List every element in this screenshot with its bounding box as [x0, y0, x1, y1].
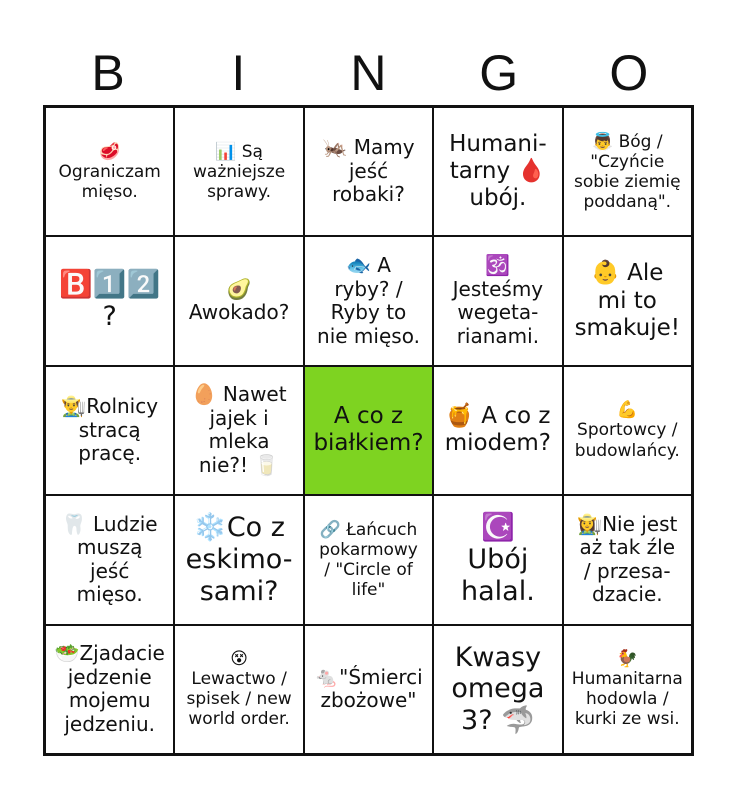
bingo-cell-r3-c5[interactable]: 💪 Sportowcy / budowlańcy. — [563, 366, 692, 495]
bingo-cell-r4-c1[interactable]: 🦷 Ludzie muszą jeść mięso. — [45, 495, 174, 624]
bingo-cell-r3-c1[interactable]: 👨‍🌾Rolnicy stracą pracę. — [45, 366, 174, 495]
bingo-cell-r5-c1[interactable]: 🥗Zjadacie jedzenie mojemu jedzeniu. — [45, 625, 174, 754]
bingo-cell-r4-c2[interactable]: ❄️Co z eskimo- sami? — [174, 495, 303, 624]
bingo-cell-r3-c4[interactable]: 🍯 A co z miodem? — [433, 366, 562, 495]
bingo-cell-r5-c4[interactable]: Kwasy omega 3? 🦈 — [433, 625, 562, 754]
bingo-cell-r2-c2[interactable]: 🥑 Awokado? — [174, 236, 303, 365]
bingo-cell-r5-c3[interactable]: 🐁"Śmierci zbożowe" — [304, 625, 433, 754]
bingo-header — [43, 38, 694, 108]
header-letter-n: N — [350, 45, 387, 101]
bingo-cell-r2-c4[interactable]: 🕉️ Jesteśmy wegeta- rianami. — [433, 236, 562, 365]
bingo-free-cell[interactable]: A co z białkiem? — [304, 366, 433, 495]
bingo-cell-r2-c5[interactable]: 👶 Ale mi to smakuje! — [563, 236, 692, 365]
bingo-cell-r4-c4[interactable]: ☪️ Ubój halal. — [433, 495, 562, 624]
bingo-grid — [43, 105, 694, 756]
bingo-cell-r1-c2[interactable]: 📊 Są ważniejsze sprawy. — [174, 107, 303, 236]
header-letter-g: G — [479, 45, 519, 101]
bingo-cell-r2-c3[interactable]: 🐟 A ryby? / Ryby to nie mięso. — [304, 236, 433, 365]
bingo-cell-r4-c5[interactable]: 👩‍🌾Nie jest aż tak źle / przesa- dzacie. — [563, 495, 692, 624]
header-letter-o: O — [609, 45, 649, 101]
bingo-cell-r5-c5[interactable]: 🐓 Humanitarna hodowla / kurki ze wsi. — [563, 625, 692, 754]
header-letter-i: I — [231, 45, 246, 101]
bingo-cell-r1-c3[interactable]: 🦗 Mamy jeść robaki? — [304, 107, 433, 236]
bingo-cell-r1-c1[interactable]: 🥩 Ograniczam mięso. — [45, 107, 174, 236]
bingo-cell-r5-c2[interactable]: 😵 Lewactwo / spisek / new world order. — [174, 625, 303, 754]
bingo-cell-r1-c5[interactable]: 👼 Bóg / "Czyńcie sobie ziemię poddaną". — [563, 107, 692, 236]
bingo-cell-r3-c2[interactable]: 🥚 Nawet jajek i mleka nie?! 🥛 — [174, 366, 303, 495]
bingo-cell-r4-c3[interactable]: 🔗 Łańcuch pokarmowy / "Circle of life" — [304, 495, 433, 624]
bingo-cell-r2-c1[interactable]: 🅱️1️⃣2️⃣ ? — [45, 236, 174, 365]
bingo-cell-r1-c4[interactable]: Humani- tarny 🩸 ubój. — [433, 107, 562, 236]
header-letter-b: B — [91, 45, 125, 101]
